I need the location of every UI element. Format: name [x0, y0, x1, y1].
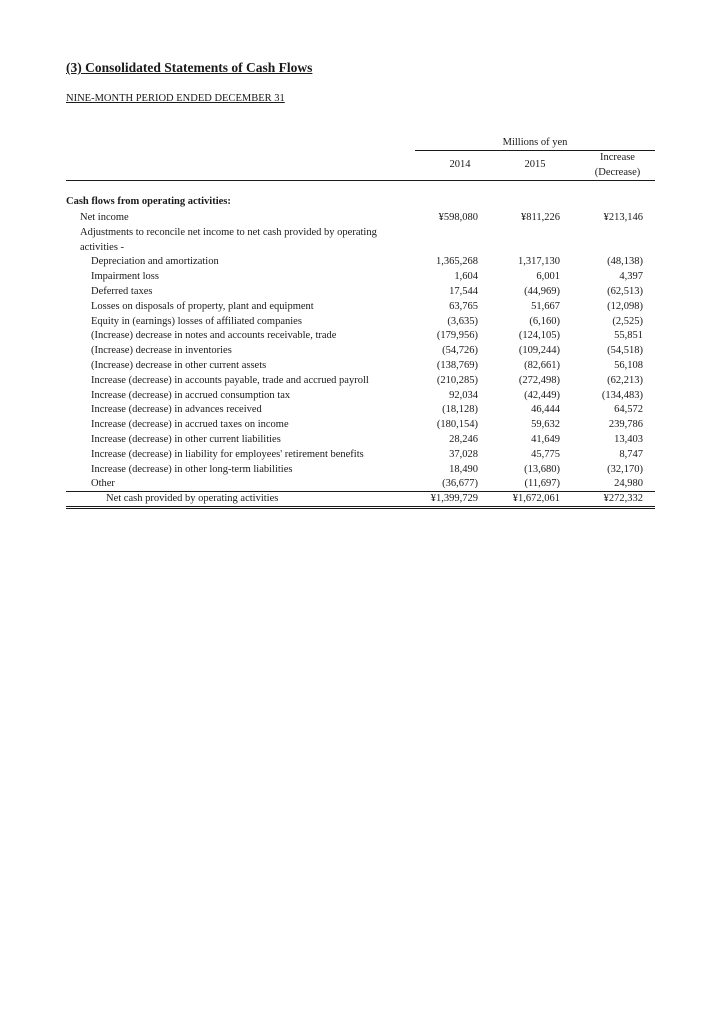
cell-v2015: ¥1,672,061 — [512, 493, 560, 505]
cell-v2014: 17,544 — [449, 286, 478, 297]
row-label: Deferred taxes — [91, 286, 153, 297]
cell-v2014: (179,956) — [436, 330, 478, 342]
cell-v2014: (3,635) — [447, 315, 478, 327]
cell-v2015: (109,244) — [518, 345, 560, 357]
cell-v2014: 1,365,268 — [436, 256, 478, 268]
row-label: Increase (decrease) in accrued consumption tax — [91, 389, 291, 401]
cell-change: 64,572 — [614, 404, 643, 416]
cell-v2015: 46,444 — [531, 404, 560, 416]
cell-v2015: 59,632 — [531, 419, 560, 431]
total-row-label: Net cash provided by operating activities — [106, 493, 279, 505]
cell-change: 24,980 — [614, 478, 643, 490]
column-header-change-line1: Increase — [600, 152, 635, 163]
cell-v2014: (180,154) — [436, 419, 478, 431]
cell-v2015: (124,105) — [518, 330, 560, 342]
cell-change: (54,518) — [607, 345, 643, 357]
cell-change: 4,397 — [619, 271, 643, 283]
row-label: Increase (decrease) in accounts payable, trade and accrued payroll — [91, 374, 369, 386]
cell-change: (32,170) — [607, 463, 643, 475]
cell-v2014: ¥1,399,729 — [430, 493, 478, 505]
column-header-2015: 2015 — [524, 159, 546, 170]
row-label: Increase (decrease) in other long-term liabilities — [91, 463, 293, 475]
cell-change: ¥213,146 — [603, 212, 643, 223]
cell-change: 13,403 — [614, 434, 643, 445]
period-title: NINE-MONTH PERIOD ENDED DECEMBER 31 — [66, 93, 285, 104]
cell-v2015: (6,160) — [529, 315, 560, 327]
cell-v2015: 1,317,130 — [518, 256, 560, 268]
row-label: Other — [91, 478, 115, 490]
cell-v2015: 51,667 — [531, 300, 560, 312]
row-label: Depreciation and amortization — [91, 256, 219, 268]
cell-v2014: (36,677) — [442, 478, 478, 490]
row-label: (Increase) decrease in other current assets — [91, 360, 267, 371]
cell-change: (48,138) — [607, 256, 643, 268]
cell-v2015: (42,449) — [524, 389, 560, 401]
cell-v2014: (210,285) — [436, 374, 478, 386]
cell-v2015: (44,969) — [524, 286, 560, 297]
row-label: Impairment loss — [91, 271, 159, 283]
row-label: (Increase) decrease in notes and accounts receivable, trade — [91, 330, 337, 342]
cell-v2014: 28,246 — [449, 434, 478, 445]
row-label: Increase (decrease) in other current liabilities — [91, 434, 281, 445]
row-label: activities - — [80, 241, 125, 253]
cell-v2015: 6,001 — [536, 271, 560, 283]
row-label: Losses on disposals of property, plant and equipment — [91, 300, 314, 312]
cell-v2014: 37,028 — [449, 448, 478, 460]
cell-v2015: (82,661) — [524, 360, 560, 371]
cell-change: ¥272,332 — [603, 493, 643, 505]
cell-v2014: 63,765 — [449, 300, 478, 312]
row-label: Increase (decrease) in accrued taxes on income — [91, 419, 289, 431]
cell-change: (2,525) — [612, 315, 643, 327]
cell-change: 56,108 — [614, 360, 643, 371]
cell-change: 55,851 — [614, 330, 643, 342]
cell-v2015: (272,498) — [518, 374, 560, 386]
page-title: (3) Consolidated Statements of Cash Flows — [66, 60, 313, 75]
cell-v2014: (18,128) — [442, 404, 478, 416]
cell-v2015: (13,680) — [524, 463, 560, 475]
cell-v2014: (54,726) — [442, 345, 478, 357]
cell-change: (62,213) — [607, 374, 643, 386]
total-bottom-rule — [66, 506, 655, 507]
column-header-2014: 2014 — [449, 159, 471, 170]
cell-v2014: ¥598,080 — [438, 212, 478, 223]
units-label: Millions of yen — [502, 137, 568, 148]
cell-v2015: ¥811,226 — [521, 212, 560, 223]
row-label: Equity in (earnings) losses of affiliated companies — [91, 315, 302, 327]
cell-change: (62,513) — [607, 286, 643, 297]
cell-change: 239,786 — [608, 419, 643, 431]
row-label: Adjustments to reconcile net income to net cash provided by operating — [80, 226, 377, 238]
row-label: Increase (decrease) in liability for employees' retirement benefits — [91, 448, 364, 460]
cell-change: 8,747 — [619, 448, 643, 460]
cell-v2014: 18,490 — [449, 463, 478, 475]
total-double-rule — [66, 508, 655, 509]
cell-change: (134,483) — [601, 389, 643, 401]
cell-v2014: 1,604 — [454, 271, 478, 283]
row-label: Increase (decrease) in advances received — [91, 404, 262, 416]
row-label: (Increase) decrease in inventories — [91, 345, 232, 357]
cell-v2015: 45,775 — [531, 448, 560, 460]
cell-v2014: (138,769) — [436, 360, 478, 371]
total-top-rule — [66, 491, 655, 492]
section-heading: Cash flows from operating activities: — [66, 196, 231, 207]
cell-v2015: 41,649 — [531, 434, 560, 445]
cell-change: (12,098) — [607, 300, 643, 312]
column-header-change-line2: (Decrease) — [594, 167, 641, 178]
row-label: Net income — [80, 212, 129, 223]
cell-v2015: (11,697) — [524, 478, 560, 490]
cell-v2014: 92,034 — [449, 389, 478, 401]
